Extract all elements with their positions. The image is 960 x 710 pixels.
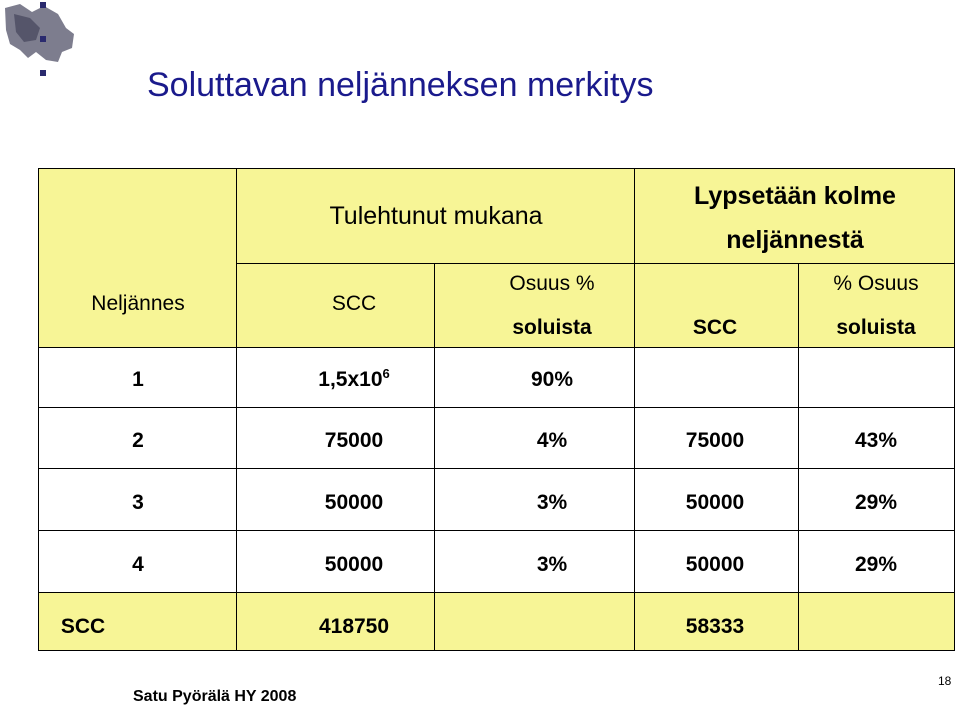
- header-group-inflamed: Tulehtunut mukana: [329, 202, 543, 230]
- header-group-three-quarters-l1: Lypsetään kolme: [694, 182, 896, 210]
- row4-share1: 3%: [536, 553, 568, 576]
- header-share-1-l2: soluista: [512, 316, 592, 339]
- row2-share2: 43%: [854, 429, 898, 452]
- row4-share2: 29%: [854, 553, 898, 576]
- page-number: 18: [938, 674, 952, 688]
- row3-share2: 29%: [854, 491, 898, 514]
- row3-share1: 3%: [536, 491, 568, 514]
- page-title: Soluttavan neljänneksen merkitys: [147, 66, 654, 104]
- totals-scc1: 418750: [318, 615, 390, 638]
- row4-scc1: 50000: [324, 553, 384, 576]
- table-body: [38, 347, 955, 592]
- header-group-three-quarters-l2: neljännestä: [726, 226, 864, 254]
- header-quarter: Neljännes: [91, 292, 185, 315]
- row2-share1: 4%: [536, 429, 568, 452]
- row3-scc1: 50000: [324, 491, 384, 514]
- row3-quarter: 3: [132, 491, 144, 514]
- footer-author: Satu Pyörälä HY 2008: [133, 688, 297, 705]
- row4-quarter: 4: [132, 553, 144, 576]
- header-share-2-l1: % Osuus: [833, 272, 919, 295]
- header-scc-1: SCC: [331, 292, 377, 315]
- header-scc-2: SCC: [692, 316, 738, 339]
- header-share-2-l2: soluista: [836, 316, 916, 339]
- row1-share1: 90%: [530, 368, 574, 391]
- totals-label: SCC: [60, 615, 106, 638]
- row1-quarter: 1: [132, 368, 144, 391]
- totals-background: [38, 592, 955, 651]
- data-table: [38, 168, 955, 651]
- row2-quarter: 2: [132, 429, 144, 452]
- header-share-1-l1: Osuus %: [509, 272, 595, 295]
- university-logo: [0, 0, 90, 90]
- row2-scc2: 75000: [685, 429, 745, 452]
- row1-scc1: $1,5x10^6$: [318, 366, 390, 391]
- row3-scc2: 50000: [685, 491, 745, 514]
- row2-scc1: 75000: [324, 429, 384, 452]
- row4-scc2: 50000: [685, 553, 745, 576]
- totals-scc2: 58333: [685, 615, 745, 638]
